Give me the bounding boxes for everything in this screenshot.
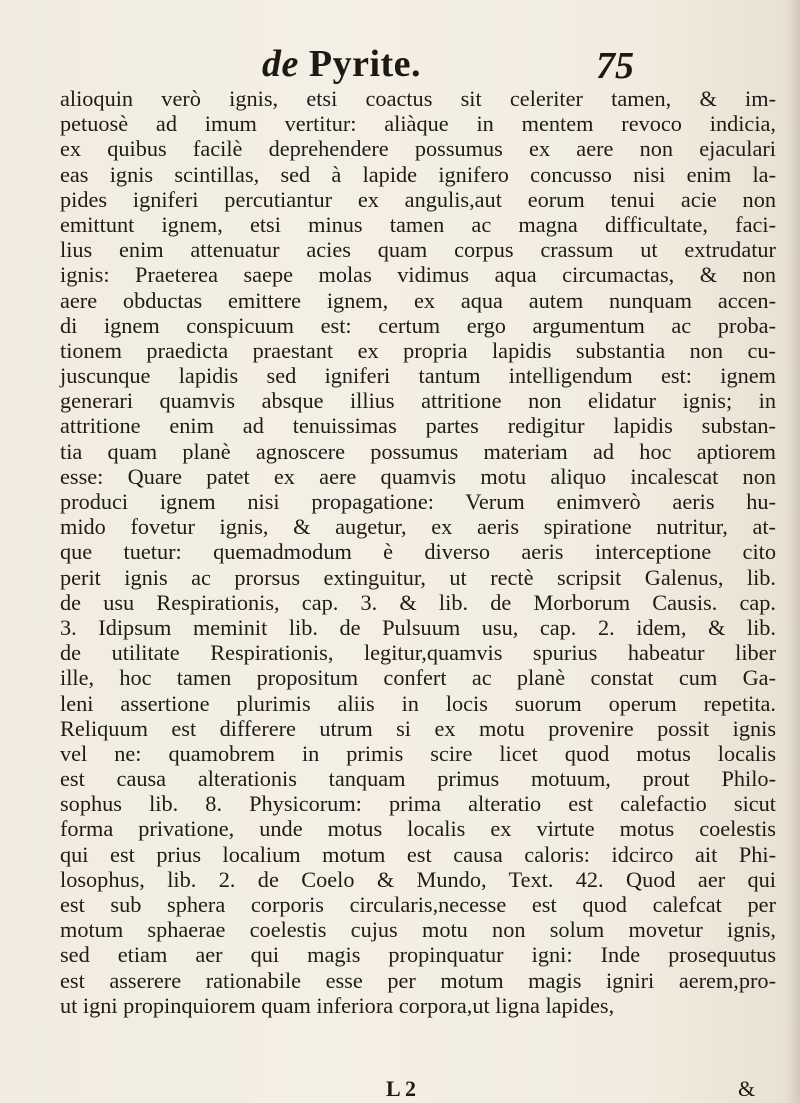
running-title-prefix: de: [262, 43, 299, 85]
text-line: de usu Respirationis, cap. 3. & lib. de Morborum Causis. cap.: [60, 589, 776, 615]
text-line: eas ignis scintillas, sed à lapide ignifero concusso nisi enim la-: [60, 161, 776, 187]
body-text: [60, 86, 776, 1018]
text-line: ille, hoc tamen propositum confert ac planè constat cum Ga-: [60, 665, 776, 691]
text-line: ut igni propinquiorem quam inferiora corpora,ut ligna lapides,: [60, 992, 615, 1018]
text-line: sophus lib. 8. Physicorum: prima alteratio est calefactio sicut: [60, 791, 776, 817]
text-line: emittunt ignem, etsi minus tamen ac magna difficultate, faci-: [60, 211, 776, 237]
text-line: vel ne: quamobrem in primis scire licet quod motus localis: [60, 740, 776, 766]
signature-mark: L 2: [386, 1076, 416, 1101]
text-line: tia quam planè agnoscere possumus materiam ad hoc aptiorem: [60, 438, 776, 464]
page-footer: [0, 1076, 800, 1100]
running-title: [262, 42, 421, 86]
text-line: losophus, lib. 2. de Coelo & Mundo, Text. 42. Quod aer qui: [60, 866, 776, 892]
text-line: alioquin verò ignis, etsi coactus sit celeriter tamen, & im-: [60, 86, 776, 111]
text-line: Reliquum est differere utrum si ex motu provenire possit ignis: [60, 715, 776, 741]
text-line: ignis: Praeterea saepe molas vidimus aqua circumactas, & non: [60, 262, 776, 288]
text-line: forma privatione, unde motus localis ex virtute motus coelestis: [60, 816, 776, 842]
text-line: generari quamvis absque illius attritione non elidatur ignis; in: [60, 388, 776, 414]
text-line: petuosè ad imum vertitur: aliàque in mentem revoco indicia,: [60, 111, 776, 137]
text-line: sed etiam aer qui magis propinquatur igni: Inde prosequutus: [60, 942, 776, 968]
text-line: leni assertione plurimis aliis in locis suorum operum repetita.: [60, 690, 776, 716]
text-line: tionem praedicta praestant ex propria lapidis substantia non cu-: [60, 337, 776, 363]
text-line: juscunque lapidis sed igniferi tantum intelligendum est: ignem: [60, 363, 776, 389]
text-line: motum sphaerae coelestis cujus motu non solum movetur ignis,: [60, 917, 776, 943]
text-line: pides igniferi percutiantur ex angulis,aut eorum tenui acie non: [60, 186, 776, 212]
text-line: mido fovetur ignis, & augetur, ex aeris spiratione nutritur, at-: [60, 514, 776, 540]
text-line: aere obductas emittere ignem, ex aqua autem nunquam accen-: [60, 287, 776, 313]
text-line: lius enim attenuatur acies quam corpus crassum ut extrudatur: [60, 237, 776, 263]
running-title-main: Pyrite.: [308, 43, 422, 85]
text-line: est causa alterationis tanquam primus motuum, prout Philo-: [60, 766, 776, 792]
text-line: esse: Quare patet ex aere quamvis motu aliquo incalescat non: [60, 463, 776, 489]
text-line: de utilitate Respirationis, legitur,quamvis spurius habeatur liber: [60, 640, 776, 666]
text-line: di ignem conspicuum est: certum ergo argumentum ac proba-: [60, 312, 776, 338]
text-line: attritione enim ad tenuissimas partes redigitur lapidis substan-: [60, 413, 776, 439]
text-line: que tuetur: quemadmodum è diverso aeris interceptione cito: [60, 539, 776, 565]
text-line: perit ignis ac prorsus extinguitur, ut rectè scripsit Galenus, lib.: [60, 564, 776, 590]
catchword: &: [738, 1076, 756, 1101]
page-number: 75: [596, 45, 634, 87]
text-line: ex quibus facilè deprehendere possumus ex aere non ejaculari: [60, 136, 776, 162]
text-line: est sub sphera corporis circularis,necesse est quod calefcat per: [60, 892, 776, 917]
page-edge-shadow: [786, 0, 800, 1103]
text-line: qui est prius localium motum est causa caloris: idcirco ait Phi-: [60, 841, 776, 867]
text-line: produci ignem nisi propagatione: Verum enimverò aeris hu-: [60, 489, 776, 514]
text-line: est asserere rationabile esse per motum magis igniri aerem,pro-: [60, 967, 776, 993]
text-line: 3. Idipsum meminit lib. de Pulsuum usu, cap. 2. idem, & lib.: [60, 614, 776, 640]
